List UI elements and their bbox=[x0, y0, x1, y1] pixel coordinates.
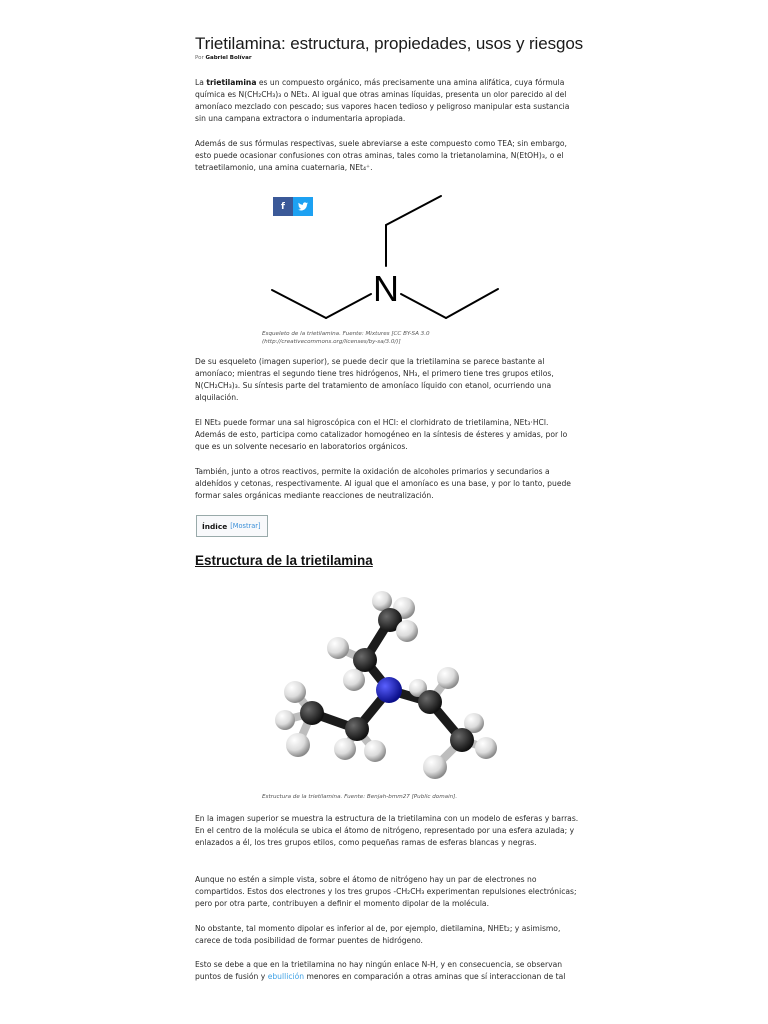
section-paragraph-9 bbox=[195, 959, 580, 983]
bond-line bbox=[326, 294, 371, 318]
skeletal-formula-figure bbox=[260, 188, 510, 328]
bond-line bbox=[446, 289, 498, 318]
facebook-share-button[interactable]: f bbox=[273, 197, 293, 216]
section-paragraph-7: Aunque no estén a simple vista, sobre el átomo de nitrógeno hay un par de electrones no compartidos. Estos dos electrones y los tres grupos -CH₂CH₃ experimentan repulsiones electrónicas; pero por otra parte, contribuyen a definir el momento dipolar de la molécula. bbox=[195, 875, 577, 909]
byline-prefix: Por bbox=[195, 55, 204, 61]
ebullicion-link[interactable]: ebullición bbox=[267, 972, 305, 982]
text: es un compuesto orgánico, más precisamente una amina alifática, cuya fórmula química es N(CH₂CH₃)₃ o NEt₃. Al igual que otras aminas líquidas, presenta un olor parecido al del amoníaco mezclado con pescado; sus vapores hacen tedioso y peligroso manipular esta sustancia sin una campana extractora o indumentaria apropiada. bbox=[195, 78, 570, 124]
caption-line: Esqueleto de la trietilamina. Fuente: Mixtures [CC BY-SA 3.0 bbox=[262, 331, 430, 337]
body-paragraph-5: También, junto a otros reactivos, permite la oxidación de alcoholes primarios y secundarios a aldehídos y cetonas, respectivamente. Al igual que el amoníaco es una base, y por lo tanto, puede formar sales orgánicas mediante reacciones de neutralización. bbox=[195, 467, 571, 501]
byline bbox=[195, 55, 252, 61]
toc-toggle-link[interactable]: [Mostrar] bbox=[230, 522, 261, 530]
text: menores en comparación a otras aminas que sí interaccionan de tal bbox=[304, 972, 566, 982]
text: La bbox=[195, 78, 207, 87]
intro-paragraph-1 bbox=[195, 77, 580, 125]
body-paragraph-4: El NEt₃ puede formar una sal higroscópica con el HCl: el clorhidrato de trietilamina, NEt₃·HCl. Además de esto, participa como catalizador homogéneo en la síntesis de ésteres y amidas, por lo que es un solvente necesario en laboratorios orgánicos. bbox=[195, 418, 568, 452]
table-of-contents-box bbox=[196, 515, 268, 537]
bond-line bbox=[386, 196, 441, 225]
article-title: Trietilamina: estructura, propiedades, usos y riesgos bbox=[195, 34, 584, 53]
figure-2-caption: Estructura de la trietilamina. Fuente: Benjah-bmm27 [Public domain]. bbox=[262, 794, 458, 800]
bond-line bbox=[401, 294, 446, 318]
author-name[interactable]: Gabriel Bolívar bbox=[205, 55, 252, 61]
section-heading: Estructura de la trietilamina bbox=[195, 553, 373, 568]
bold-term: trietilamina bbox=[206, 78, 257, 87]
figure-1-caption bbox=[262, 330, 522, 346]
section-paragraph-6: En la imagen superior se muestra la estructura de la trietilamina con un modelo de esferas y barras. En el centro de la molécula se ubica el átomo de nitrógeno, representado por una esfera azulada; y enlazados a él, los tres grupos etilos, como pequeñas ramas de esferas blancas y negras. bbox=[195, 814, 579, 848]
nitrogen-atom-label: N bbox=[373, 268, 399, 309]
toc-label: Índice bbox=[202, 521, 228, 531]
caption-line: (http://creativecommons.org/licenses/by-sa/3.0/)] bbox=[262, 339, 401, 345]
section-paragraph-8: No obstante, tal momento dipolar es inferior al de, por ejemplo, dietilamina, NHEt₂; y asimismo, carece de toda posibilidad de formar puentes de hidrógeno. bbox=[195, 924, 561, 946]
body-paragraph-3: De su esqueleto (imagen superior), se puede decir que la trietilamina se parece bastante al amoníaco; mientras el segundo tiene tres hidrógenos, NH₃, el primero tiene tres grupos etilos, N(CH₂CH₃)₃. Su síntesis parte del tratamiento de amoníaco líquido con etanol, ocurriendo una alquilación. bbox=[195, 357, 554, 403]
text: Esto se debe a que en la trietilamina no hay ningún enlace N-H, y en consecuencia, se observan puntos de fusión y bbox=[195, 960, 563, 982]
intro-paragraph-2: Además de sus fórmulas respectivas, suele abreviarse a este compuesto como TEA; sin embargo, esto puede ocasionar confusiones con otras aminas, tales como la trietanolamina, N(EtOH)₃, o el tetraetilamonio, una amina cuaternaria, NEt₄⁺. bbox=[195, 139, 567, 173]
bond-line bbox=[272, 290, 326, 318]
ball-and-stick-model-figure bbox=[262, 586, 512, 786]
